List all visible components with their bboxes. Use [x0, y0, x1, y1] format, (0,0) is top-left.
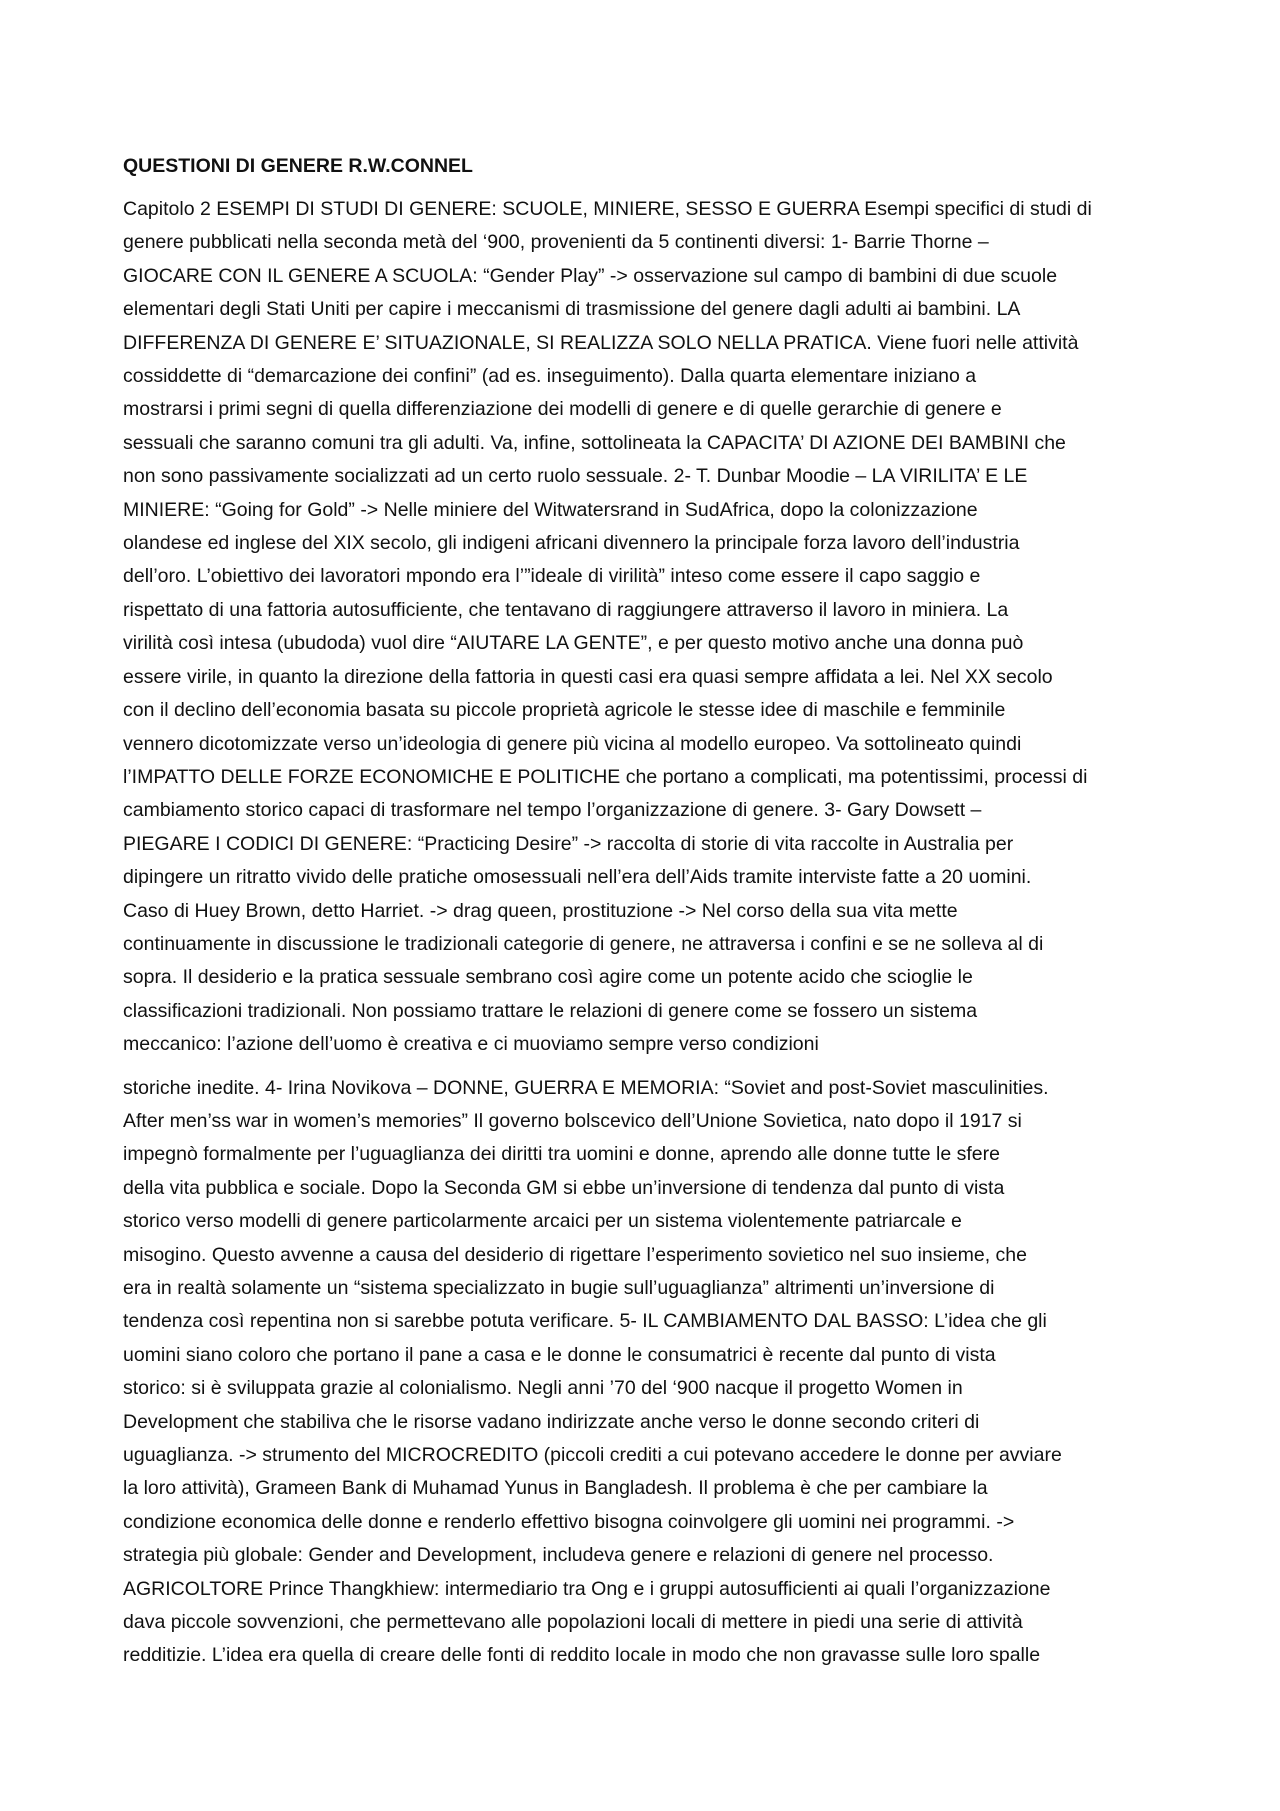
text-line: la loro attività), Grameen Bank di Muhamad Yunus in Bangladesh. Il problema è che per cambiare la — [123, 1477, 988, 1500]
text-line: Development che stabiliva che le risorse vadano indirizzate anche verso le donne secondo criteri di — [123, 1410, 980, 1433]
text-line: dipingere un ritratto vivido delle pratiche omosessuali nell’era dell’Aids tramite interviste fatte a 20 uomini. — [123, 866, 1032, 889]
text-line: misogino. Questo avvenne a causa del desiderio di rigettare l’esperimento sovietico nel suo insieme, che — [123, 1243, 1027, 1266]
text-line: storiche inedite. 4- Irina Novikova – DONNE, GUERRA E MEMORIA: “Soviet and post-Soviet masculinities. — [123, 1076, 1049, 1099]
text-line: vennero dicotomizzate verso un’ideologia di genere più vicina al modello europeo. Va sottolineato quindi — [123, 732, 1022, 755]
text-line: elementari degli Stati Uniti per capire i meccanismi di trasmissione del genere dagli adulti ai bambini. LA — [123, 298, 1021, 321]
text-line: strategia più globale: Gender and Development, includeva genere e relazioni di genere nel processo. — [123, 1544, 994, 1567]
document-title: QUESTIONI DI GENERE R.W.CONNEL — [123, 155, 473, 177]
text-line: storico verso modelli di genere particolarmente arcaici per un sistema violentemente patriarcale e — [123, 1210, 962, 1233]
text-line: con il declino dell’economia basata su piccole proprietà agricole le stesse idee di maschile e femminile — [123, 699, 1006, 722]
text-line: condizione economica delle donne e renderlo effettivo bisogna coinvolgere gli uomini nei programmi. -> — [123, 1510, 1015, 1533]
paragraph-2 — [123, 1072, 1163, 1673]
text-line: redditizie. L’idea era quella di creare delle fonti di reddito locale in modo che non gravasse sulle loro spalle — [123, 1644, 1041, 1667]
text-line: mostrarsi i primi segni di quella differenziazione dei modelli di genere e di quelle gerarchie di genere e — [123, 398, 1002, 421]
text-line: cambiamento storico capaci di trasformare nel tempo l’organizzazione di genere. 3- Gary Dowsett – — [123, 799, 982, 822]
text-line: l’IMPATTO DELLE FORZE ECONOMICHE E POLITICHE che portano a complicati, ma potentissimi, processi di — [123, 765, 1088, 788]
text-line: AGRICOLTORE Prince Thangkhiew: intermediario tra Ong e i gruppi autosufficienti ai quali l’organizzazione — [123, 1577, 1051, 1600]
text-line: sopra. Il desiderio e la pratica sessuale sembrano così agire come un potente acido che scioglie le — [123, 966, 973, 989]
text-line: Caso di Huey Brown, detto Harriet. -> drag queen, prostituzione -> Nel corso della sua vita mette — [123, 899, 958, 922]
text-line: GIOCARE CON IL GENERE A SCUOLA: “Gender Play” -> osservazione sul campo di bambini di due scuole — [123, 264, 1058, 287]
text-line: uguaglianza. -> strumento del MICROCREDITO (piccoli crediti a cui potevano accedere le donne per avviare — [123, 1444, 1062, 1467]
text-line: meccanico: l’azione dell’uomo è creativa e ci muoviamo sempre verso condizioni — [123, 1033, 819, 1056]
text-line: tendenza così repentina non si sarebbe potuta verificare. 5- IL CAMBIAMENTO DAL BASSO: L’idea che gli — [123, 1310, 1047, 1333]
paragraph-1 — [123, 193, 1163, 1062]
text-line: storico: si è sviluppata grazie al colonialismo. Negli anni ’70 del ‘900 nacque il progetto Women in — [123, 1377, 963, 1400]
text-line: classificazioni tradizionali. Non possiamo trattare le relazioni di genere come se fossero un sistema — [123, 999, 978, 1022]
text-line: Capitolo 2 ESEMPI DI STUDI DI GENERE: SCUOLE, MINIERE, SESSO E GUERRA Esempi specifici di studi di — [123, 198, 1092, 220]
text-line: della vita pubblica e sociale. Dopo la Seconda GM si ebbe un’inversione di tendenza dal punto di vista — [123, 1176, 1005, 1199]
text-line: PIEGARE I CODICI DI GENERE: “Practicing Desire” -> raccolta di storie di vita raccolte in Australia per — [123, 832, 1014, 855]
text-line: DIFFERENZA DI GENERE E’ SITUAZIONALE, SI REALIZZA SOLO NELLA PRATICA. Viene fuori nelle attività — [123, 331, 1079, 354]
text-line: essere virile, in quanto la direzione della fattoria in questi casi era quasi sempre affidata a lei. Nel XX secolo — [123, 665, 1053, 688]
text-line: non sono passivamente socializzati ad un certo ruolo sessuale. 2- T. Dunbar Moodie – LA VIRILITA’ E LE — [123, 465, 1028, 488]
document-page — [123, 150, 1163, 1673]
text-line: uomini siano coloro che portano il pane a casa e le donne le consumatrici è recente dal punto di vista — [123, 1343, 996, 1366]
text-line: dava piccole sovvenzioni, che permettevano alle popolazioni locali di mettere in piedi una serie di attività — [123, 1611, 1023, 1634]
text-line: rispettato di una fattoria autosufficiente, che tentavano di raggiungere attraverso il lavoro in miniera. La — [123, 598, 1009, 621]
text-line: continuamente in discussione le tradizionali categorie di genere, ne attraversa i confini e se ne solleva al di — [123, 932, 1044, 955]
text-line: dell’oro. L’obiettivo dei lavoratori mpondo era l’”ideale di virilità” inteso come essere il capo saggio e — [123, 565, 981, 588]
text-line: sessuali che saranno comuni tra gli adulti. Va, infine, sottolineata la CAPACITA’ DI AZIONE DEI BAMBINI che — [123, 431, 1066, 454]
text-line: era in realtà solamente un “sistema specializzato in bugie sull’uguaglianza” altrimenti un’inversione di — [123, 1277, 995, 1299]
text-line: impegnò formalmente per l’uguaglianza dei diritti tra uomini e donne, aprendo alle donne tutte le sfere — [123, 1143, 1000, 1166]
text-line: cossiddette di “demarcazione dei confini” (ad es. inseguimento). Dalla quarta elementare iniziano a — [123, 365, 977, 388]
text-line: virilità così intesa (ubudoda) vuol dire “AIUTARE LA GENTE”, e per questo motivo anche una donna può — [123, 632, 1024, 655]
text-line: After men’ss war in women’s memories” Il governo bolscevico dell’Unione Sovietica, nato dopo il 1917 si — [123, 1109, 1022, 1132]
text-line: olandese ed inglese del XIX secolo, gli indigeni africani divennero la principale forza lavoro dell’industria — [123, 532, 1020, 555]
text-line: genere pubblicati nella seconda metà del ‘900, provenienti da 5 continenti diversi: 1- Barrie Thorne – — [123, 231, 989, 254]
text-line: MINIERE: “Going for Gold” -> Nelle miniere del Witwatersrand in SudAfrica, dopo la colonizzazione — [123, 498, 978, 521]
